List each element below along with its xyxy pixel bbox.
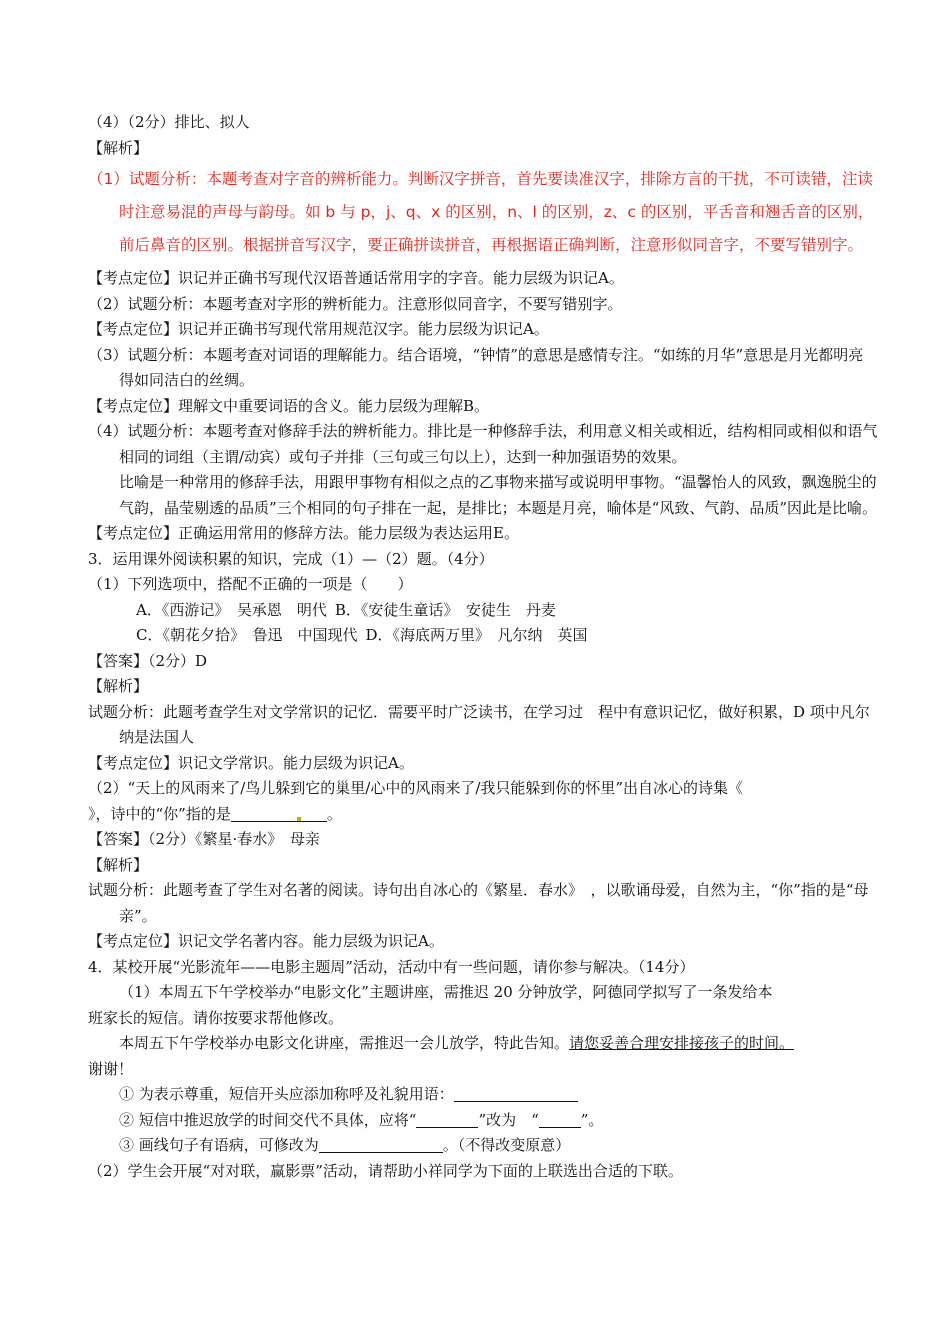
greeting-blank[interactable] (454, 1084, 578, 1102)
option-b: B．《安徒生童话》 安徒生 丹麦 (334, 600, 556, 619)
replacement-blank[interactable] (539, 1110, 581, 1128)
analysis-label: 【解析】 (88, 855, 149, 874)
question-4-2: （2）学生会开展“对对联，赢影票”活动，请帮助小祥同学为下面的上联选出合适的下联。 (88, 1161, 683, 1180)
question-3-1: （1）下列选项中，搭配不正确的一项是（ ） (88, 575, 413, 593)
options-ab (88, 598, 878, 624)
kaodian-label: 【考点定位】 (88, 753, 179, 772)
kaodian-label: 【考点定位】 (88, 932, 179, 950)
analysis-3: （3）试题分析：本题考查对词语的理解能力。结合语境，“钟情”的意思是感情专注。“如练的月华”意思是月光都明亮得如同洁白的丝绸。 (88, 345, 864, 389)
sub-question-1: ① 为表示尊重，短信开头应添加称呼及礼貌用语： (88, 1082, 878, 1108)
kaodian-6: 【考点定位】识记文学名著内容。能力层级为识记A。 (88, 932, 444, 950)
analysis-label: 【解析】 (88, 138, 149, 157)
answer-label: 【答案】 (88, 651, 149, 670)
kaodian-5: 【考点定位】识记文学常识。能力层级为识记A。 (88, 753, 414, 772)
sms-thanks: 谢谢！ (88, 1059, 134, 1078)
question-3: 3．运用课外阅读积累的知识，完成（1）—（2）题。（4分） (88, 549, 494, 568)
item4-answer: （4）（2分）排比、拟人 (88, 113, 250, 131)
answer-1: 【答案】（2分）D (88, 651, 208, 670)
analysis-6: 试题分析：此题考查了学生对名著的阅读。诗句出自冰心的《繁星．春水》 ，以歌诵母爱，自然为主，“你”指的是“母 亲”。 (88, 881, 884, 925)
question-3-2-line1: （2）“天上的风雨来了/鸟儿躲到它的巢里/心中的风雨来了/我只能躲到你的怀里”出自冰心的诗集《 (88, 779, 744, 797)
question-4: 4．某校开展“光影流年——电影主题周”活动，活动中有一些问题，请你参与解决。（14分） (88, 957, 695, 976)
sub-question-3: ③ 画线句子有语病，可修改为 。（不得改变原意） (119, 1136, 571, 1154)
kaodian-label: 【考点定位】 (88, 524, 179, 542)
kaodian-label: 【考点定位】 (88, 396, 179, 415)
kaodian-4: 【考点定位】正确运用常用的修辞方法。能力层级为表达运用E。 (88, 524, 519, 542)
document-page (88, 110, 884, 1184)
analysis-4-metaphor: 比喻是一种常用的修辞手法，用跟甲事物有相似之点的乙事物来描写或说明甲事物。“温馨怡人的风致，飘逸脱尘的气韵，晶莹剔透的品质”三个相同的句子排在一起，是排比；本题是月亮，喻体是“风致、气韵、品质”因此是比喻。 (119, 473, 878, 517)
question-4-1-line1: （1）本周五下午学校举办“电影文化”主题讲座，需推迟 20 分钟放学，阿德同学拟写了一条发给本 (119, 983, 773, 1001)
red-analysis-paragraph: （1）试题分析：本题考查对字音的辨析能力。判断汉字拼音，首先要读准汉字，排除方言的干扰，不可读错，注读时注意易混的声母与韵母。如 b 与 p，j、q、x 的区别，n、l 的区别，z、c 的区别，平舌音和翘舌音的区别，前后鼻音的区别。根据拼音写汉字，要正确拼读拼音，再根据语正确判断，注意形似同音字，不要写错别字。 (88, 170, 874, 254)
question-4-1-line2: 班家长的短信。请你按要求帮他修改。 (88, 1008, 344, 1027)
revision-blank[interactable] (319, 1135, 443, 1153)
kaodian-3: 【考点定位】理解文中重要词语的含义。能力层级为理解B。 (88, 396, 490, 415)
underlined-sentence: 请您妥善合理安排接孩子的时间。 (569, 1034, 795, 1052)
options-cd (88, 623, 878, 649)
analysis-4: （4）试题分析：本题考查对修辞手法的辨析能力。排比是一种修辞手法，利用意义相关或相近，结构相同或相似和语气相同的词组（主谓/动宾）或句子并排（三句或三句以上），达到一种加强语势的效果。 (88, 422, 878, 466)
answer-blank[interactable] (231, 804, 327, 822)
analysis-2: （2）试题分析：本题考查对字形的辨析能力。注意形似同音字，不要写错别字。 (88, 294, 623, 313)
kaodian-label: 【考点定位】 (88, 269, 179, 287)
option-a: A．《西游记》 吴承恩 明代 (136, 600, 327, 619)
sms-text: 本周五下午学校举办电影文化讲座，需推迟一会儿放学，特此告知。请您妥善合理安排接孩子的时间。 (119, 1034, 795, 1052)
kaodian-1: 【考点定位】识记并正确书写现代汉语普通话常用字的字音。能力层级为识记A。 (88, 269, 624, 287)
analysis-label: 【解析】 (88, 677, 149, 695)
sub-question-2: ② 短信中推迟放学的时间交代不具体，应将“ ”改为 “ ”。 (119, 1110, 604, 1129)
original-phrase-blank[interactable] (416, 1110, 478, 1128)
analysis-5: 试题分析：此题考查学生对文学常识的记忆．需要平时广泛读书，在学习过 程中有意识记忆，做好积累，D 项中凡尔纳是法国人 (88, 702, 870, 746)
option-c: C．《朝花夕拾》 鲁迅 中国现代 (136, 626, 358, 644)
option-d: D．《海底两万里》 凡尔纳 英国 (365, 626, 588, 644)
kaodian-2: 【考点定位】识记并正确书写现代常用规范汉字。能力层级为识记A。 (88, 320, 549, 338)
answer-2: 【答案】（2分）《繁星·春水》 母亲 (88, 830, 320, 848)
kaodian-label: 【考点定位】 (88, 320, 179, 338)
answer-label: 【答案】 (88, 830, 149, 848)
question-3-2-line2: 》，诗中的“你”指的是 。 (88, 804, 342, 823)
